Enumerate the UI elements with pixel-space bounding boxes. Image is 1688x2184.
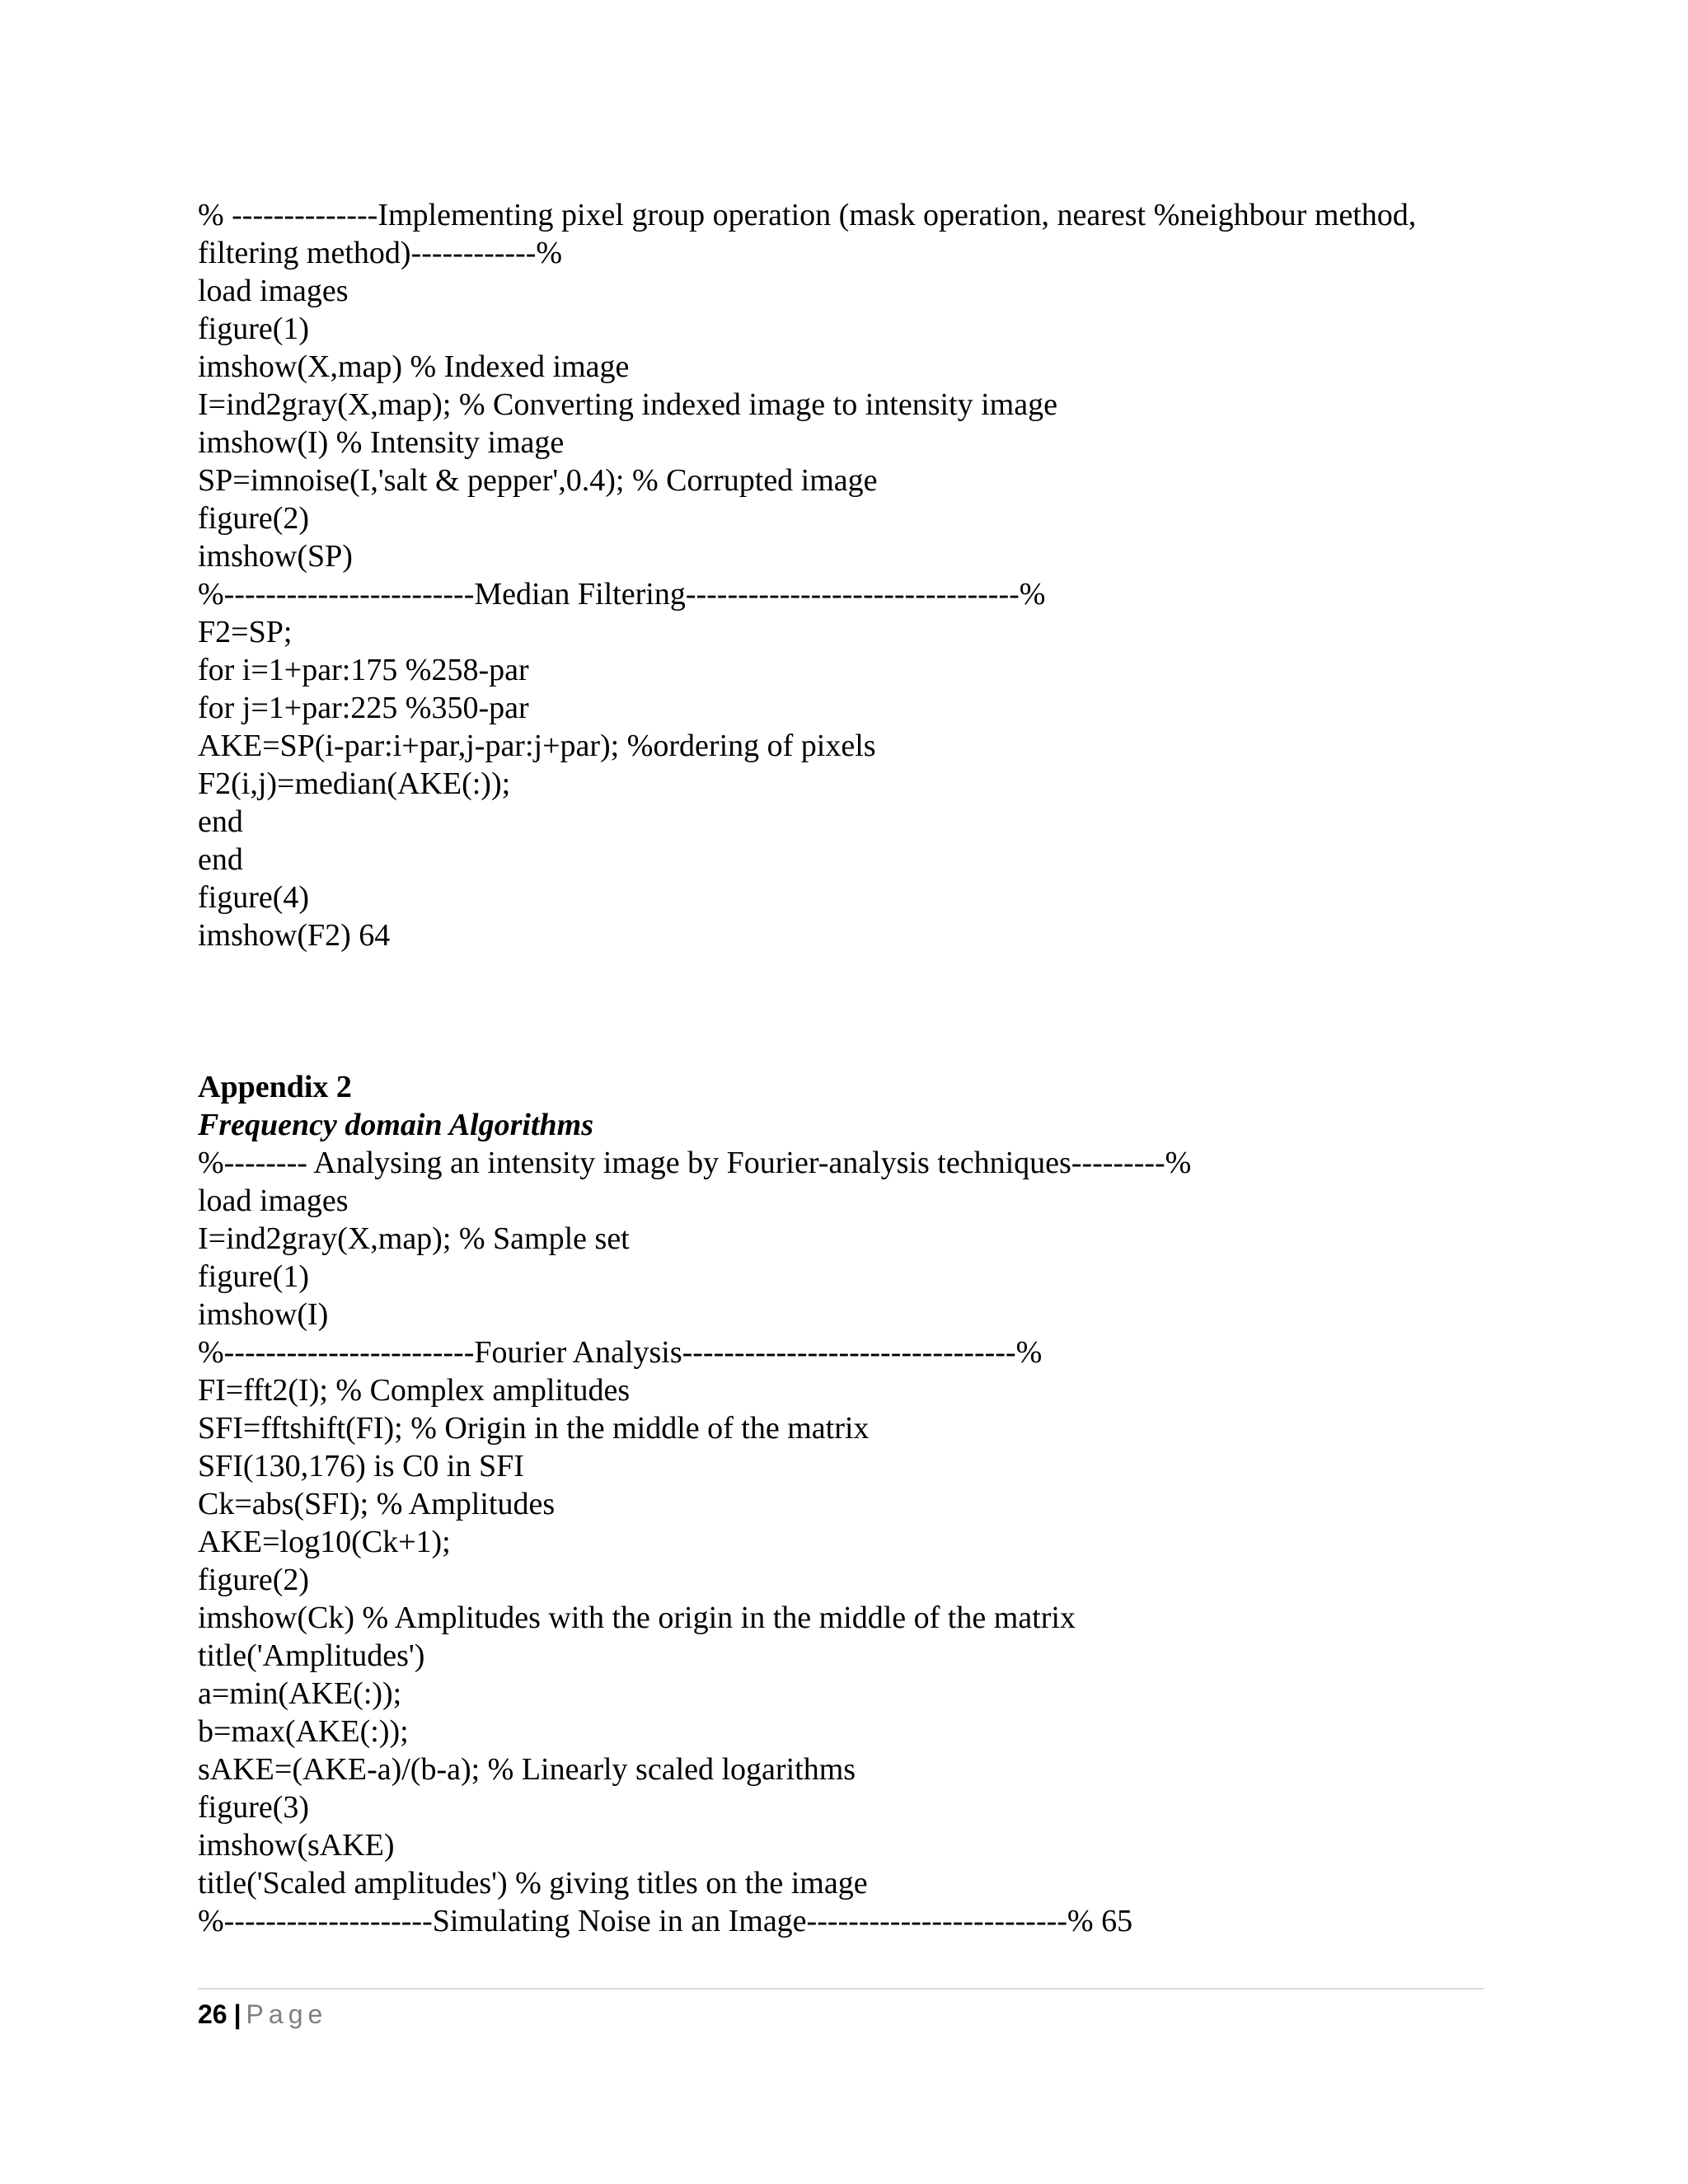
code-line: sAKE=(AKE-a)/(b-a); % Linearly scaled logarithms (198, 1752, 856, 1787)
code-line: for j=1+par:225 %350-par (198, 691, 529, 725)
code-line: imshow(I) (198, 1297, 329, 1332)
code-line: title('Amplitudes') (198, 1638, 425, 1673)
code-line: imshow(SP) (198, 539, 353, 574)
page-number: 26 (198, 1999, 227, 2029)
code-line: F2=SP; (198, 615, 293, 649)
code-line: b=max(AKE(:)); (198, 1714, 409, 1749)
appendix-subheading: Frequency domain Algorithms (198, 1108, 593, 1142)
code-line: figure(2) (198, 501, 310, 536)
page-footer (198, 1998, 327, 2031)
code-line: for i=1+par:175 %258-par (198, 653, 529, 687)
code-line: FI=fft2(I); % Complex amplitudes (198, 1373, 631, 1408)
code-line: imshow(sAKE) (198, 1828, 395, 1863)
code-line: end (198, 842, 243, 877)
code-comment-line: %------------------------Fourier Analysis--------------------------------% (198, 1335, 1043, 1370)
code-line: figure(2) (198, 1563, 310, 1597)
code-line: figure(1) (198, 1259, 310, 1294)
code-line: I=ind2gray(X,map); % Converting indexed image to intensity image (198, 387, 1057, 422)
code-line: AKE=SP(i-par:i+par,j-par:j+par); %ordering of pixels (198, 729, 876, 763)
code-line: figure(3) (198, 1790, 310, 1825)
code-line: end (198, 804, 243, 839)
appendix-heading: Appendix 2 (198, 1070, 352, 1104)
code-line: Ck=abs(SFI); % Amplitudes (198, 1487, 556, 1521)
page-label: Page (246, 1999, 328, 2029)
code-line: imshow(X,map) % Indexed image (198, 349, 630, 384)
code-comment-line: %------------------------Median Filtering--------------------------------% (198, 577, 1046, 612)
code-line: imshow(Ck) % Amplitudes with the origin in the middle of the matrix (198, 1601, 1076, 1635)
code-line: I=ind2gray(X,map); % Sample set (198, 1221, 630, 1256)
code-line: SFI(130,176) is C0 in SFI (198, 1449, 524, 1483)
code-line: AKE=log10(Ck+1); (198, 1525, 451, 1559)
code-line: figure(1) (198, 312, 310, 346)
code-line: imshow(I) % Intensity image (198, 425, 565, 460)
code-line: SP=imnoise(I,'salt & pepper',0.4); % Corrupted image (198, 463, 878, 498)
code-line: a=min(AKE(:)); (198, 1676, 402, 1711)
section-spacer (198, 954, 1484, 1068)
code-line: F2(i,j)=median(AKE(:)); (198, 766, 511, 801)
section-title-comment: % --------------Implementing pixel group operation (mask operation, nearest %neighbour method, filtering method)------------% (198, 198, 1417, 270)
code-comment-line: %-------- Analysing an intensity image by Fourier-analysis techniques---------% (198, 1146, 1192, 1180)
code-line: title('Scaled amplitudes') % giving titles on the image (198, 1866, 868, 1900)
code-line: figure(4) (198, 880, 310, 915)
page-content (198, 196, 1484, 1940)
code-line: SFI=fftshift(FI); % Origin in the middle of the matrix (198, 1411, 870, 1446)
code-line: load images (198, 1183, 349, 1218)
footer-divider (198, 1988, 1484, 1990)
code-line: load images (198, 274, 349, 308)
footer-separator: | (233, 1999, 241, 2029)
code-comment-line: %--------------------Simulating Noise in an Image-------------------------% 65 (198, 1904, 1133, 1938)
code-line: imshow(F2) 64 (198, 918, 391, 953)
